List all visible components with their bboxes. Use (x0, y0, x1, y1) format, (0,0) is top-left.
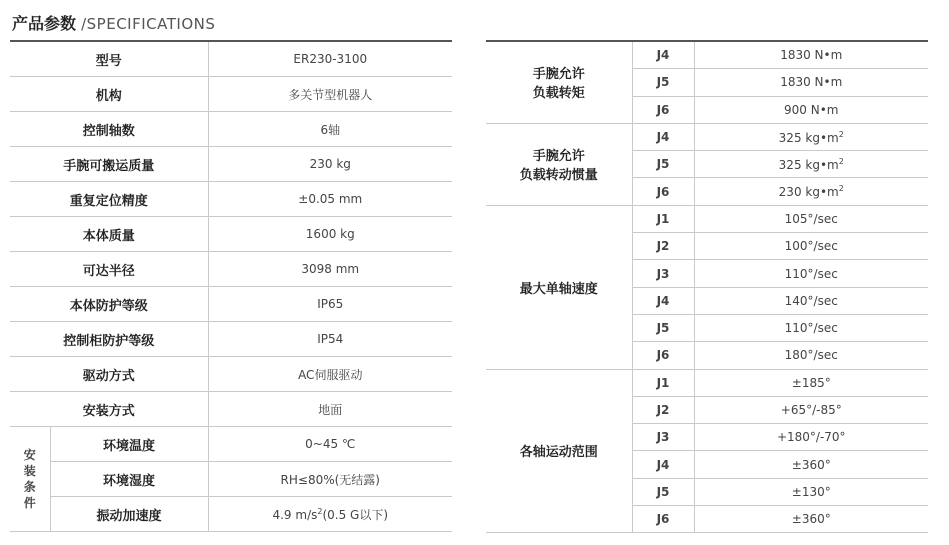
axis-value (694, 396, 928, 423)
axis-value (694, 451, 928, 478)
axis-value (694, 260, 928, 287)
axis-value-text: 110°/sec (784, 266, 838, 281)
spec-row (10, 77, 452, 112)
axis-value-text: ±185° (791, 375, 831, 390)
axis-value-text: 325 kg•m (778, 130, 839, 145)
axis-value-text: +65°/-85° (780, 403, 842, 417)
axis-value-sup: 2 (838, 156, 844, 166)
axis-label: J6 (632, 178, 694, 205)
axis-value (694, 478, 928, 505)
axis-label: J1 (632, 205, 694, 232)
axis-label: J4 (632, 451, 694, 478)
axis-value (694, 96, 928, 123)
spec-value: 3098 mm (208, 252, 452, 287)
spec-row (10, 357, 452, 392)
axis-value (694, 41, 928, 69)
axis-value-text: 900 N•m (784, 102, 839, 117)
spec-label: 安装方式 (10, 392, 208, 427)
spec-label: 可达半径 (10, 252, 208, 287)
spec-row (10, 252, 452, 287)
spec-value: RH≤80%(无结露) (208, 462, 452, 497)
spec-label: 驱动方式 (10, 357, 208, 392)
spec-row (10, 41, 452, 77)
spec-row (10, 322, 452, 357)
axis-value (694, 233, 928, 260)
axis-value-text: ±360° (791, 512, 831, 527)
group-label-line: 负载转矩 (532, 86, 585, 102)
spec-value: 多关节型机器人 (208, 77, 452, 112)
axis-label: J6 (632, 342, 694, 369)
spec-label: 本体防护等级 (10, 287, 208, 322)
spec-row (10, 112, 452, 147)
axis-row (486, 369, 928, 396)
install-conditions-char: 安 (23, 448, 36, 462)
axis-label: J4 (632, 41, 694, 69)
install-conditions-char: 装 (23, 464, 36, 478)
spec-value: 6轴 (208, 112, 452, 147)
group-label-line: 负载转动惯量 (519, 168, 598, 184)
axis-value-sup: 2 (838, 129, 844, 139)
axis-value-text: ±360° (791, 457, 831, 472)
spec-value-prefix: 4.9 m/s (272, 507, 318, 522)
axis-value (694, 205, 928, 232)
axis-value-text: ±130° (791, 484, 831, 499)
spec-label: 手腕可搬运质量 (10, 147, 208, 182)
axis-value (694, 178, 928, 205)
spec-value: 0~45 ℃ (208, 427, 452, 462)
spec-value: AC伺服驱动 (208, 357, 452, 392)
spec-label: 控制柜防护等级 (10, 322, 208, 357)
page-title-en: /SPECIFICATIONS (81, 15, 216, 33)
group-label (486, 369, 632, 533)
axis-value-text: 140°/sec (784, 293, 838, 308)
axis-label: J5 (632, 314, 694, 341)
spec-value: ±0.05 mm (208, 182, 452, 217)
spec-value: IP54 (208, 322, 452, 357)
group-label-line: 最大单轴速度 (519, 281, 598, 297)
spec-row (10, 497, 452, 532)
spec-label: 型号 (10, 41, 208, 77)
spec-row (10, 147, 452, 182)
axis-label: J3 (632, 424, 694, 451)
axis-value (694, 151, 928, 178)
axis-value (694, 342, 928, 369)
spec-value-sup: 2 (317, 506, 323, 516)
spec-value-suffix: (0.5 G以下) (322, 507, 389, 522)
axis-value-sup: 2 (838, 184, 844, 194)
axis-value-text: 325 kg•m (778, 157, 839, 172)
group-label-line: 手腕允许 (532, 67, 585, 83)
axis-label: J3 (632, 260, 694, 287)
axis-value (694, 123, 928, 150)
axis-row (486, 205, 928, 232)
axis-label: J4 (632, 123, 694, 150)
axis-value (694, 369, 928, 396)
axis-label: J6 (632, 506, 694, 533)
axis-label: J1 (632, 369, 694, 396)
spec-label: 机构 (10, 77, 208, 112)
axis-value-text: 230 kg•m (778, 185, 839, 200)
spec-row (10, 392, 452, 427)
axis-label: J2 (632, 233, 694, 260)
spec-row (10, 182, 452, 217)
spec-value: IP65 (208, 287, 452, 322)
group-label (486, 205, 632, 369)
spec-label: 本体质量 (10, 217, 208, 252)
group-label-line: 手腕允许 (532, 149, 585, 165)
axis-label: J5 (632, 478, 694, 505)
spec-value: 地面 (208, 392, 452, 427)
spec-label: 环境温度 (50, 427, 208, 462)
spec-row (10, 427, 452, 462)
install-conditions-char: 件 (23, 496, 36, 510)
page-title-zh: 产品参数 (12, 14, 77, 33)
group-label (486, 41, 632, 123)
spec-value (208, 497, 452, 532)
axis-label: J6 (632, 96, 694, 123)
axis-row (486, 41, 928, 69)
install-conditions-char: 条 (23, 480, 36, 494)
group-label-line: 各轴运动范围 (519, 445, 598, 461)
axis-value-text: 110°/sec (784, 321, 838, 336)
page-title (12, 11, 215, 34)
axis-value-text: +180°/-70° (776, 430, 846, 445)
spec-label: 重复定位精度 (10, 182, 208, 217)
spec-value: 1600 kg (208, 217, 452, 252)
specs-table-right (486, 40, 928, 533)
axis-value (694, 424, 928, 451)
axis-value-text: 180°/sec (784, 348, 838, 363)
axis-value-text: 100°/sec (784, 239, 838, 254)
spec-row (10, 217, 452, 252)
spec-label: 环境湿度 (50, 462, 208, 497)
specs-table-left (10, 40, 452, 532)
spec-value: 230 kg (208, 147, 452, 182)
spec-row (10, 287, 452, 322)
axis-label: J5 (632, 151, 694, 178)
axis-value (694, 287, 928, 314)
spec-label: 振动加速度 (50, 497, 208, 532)
axis-value (694, 506, 928, 533)
spec-label: 控制轴数 (10, 112, 208, 147)
axis-value (694, 314, 928, 341)
axis-row (486, 123, 928, 150)
axis-value-text: 1830 N•m (780, 75, 843, 90)
spec-row (10, 462, 452, 497)
axis-value (694, 69, 928, 96)
axis-value-text: 105°/sec (784, 211, 838, 226)
install-conditions-label (10, 427, 50, 532)
axis-label: J4 (632, 287, 694, 314)
group-label (486, 123, 632, 205)
axis-value-text: 1830 N•m (780, 48, 843, 63)
spec-value: ER230-3100 (208, 41, 452, 77)
axis-label: J5 (632, 69, 694, 96)
axis-label: J2 (632, 396, 694, 423)
